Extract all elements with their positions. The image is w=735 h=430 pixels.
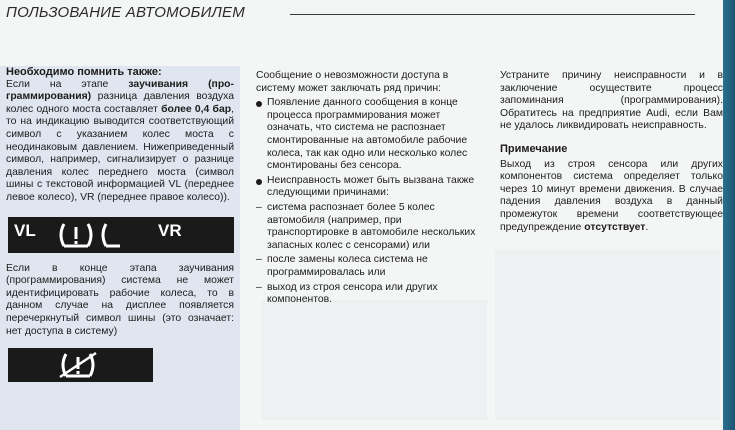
list-item xyxy=(256,97,486,173)
emphasis-text: заучивания (про-граммирования) xyxy=(6,78,234,103)
bullet-dot-icon xyxy=(256,101,262,107)
sub-list-item-text: система распознает более 5 колес автомобиля (например, при транспортировке в автомобиле нескольких запасных колес с сенсорами) или xyxy=(267,201,476,251)
note-paragraph xyxy=(500,159,723,235)
bullet-dot-icon xyxy=(256,179,262,185)
tire-no-access-indicator xyxy=(8,348,153,382)
main-column xyxy=(256,70,486,307)
page-edge-accent xyxy=(723,0,735,430)
info-box xyxy=(0,66,240,430)
page-title: ПОЛЬЗОВАНИЕ АВТОМОБИЛЕМ xyxy=(6,4,245,21)
sub-list-item xyxy=(256,254,486,279)
tire-crossed-warning-icon xyxy=(56,351,100,379)
note-heading: Примечание xyxy=(500,142,568,155)
bleed-through-area xyxy=(495,250,720,420)
sub-list-item xyxy=(256,202,486,252)
repair-paragraph: Устраните причину неисправности и в заключение осуществите процесс запоминания (программирования). Обратитесь на предприятие Audi, если Вам не удалось ликвидировать неисправность. xyxy=(500,70,723,132)
tire-side-icon xyxy=(100,221,140,249)
sub-list-item-text: выход из строя сенсора или других компонентов. xyxy=(267,281,438,306)
right-column xyxy=(500,70,723,234)
list-item-text: Появление данного сообщения в конце процесса программирования может означать, что система не распознает смонтированные на автомобиле рабочие колеса, так как одно или несколько колес смонтированы без сенсора. xyxy=(267,97,468,172)
emphasis-text: более 0,4 бар xyxy=(161,103,232,115)
text-span: . xyxy=(645,221,649,233)
page-header xyxy=(0,0,735,30)
header-divider xyxy=(290,14,695,15)
tire-pressure-indicator xyxy=(8,217,234,253)
text-span: разница давления воздуха колес одного моста составляет xyxy=(6,91,234,115)
dash-icon: – xyxy=(256,281,262,293)
indicator-right-label: VR xyxy=(158,220,182,240)
dash-icon: – xyxy=(256,201,262,213)
emphasis-text: отсутствует xyxy=(584,221,646,233)
dash-icon: – xyxy=(256,254,262,266)
text-span: Если на этапе xyxy=(6,78,129,90)
text-span: Выход из строя сенсора или других компонентов система определяет только через 10 минут времени движения. В случае падения давления воздуха в данный промежуток времени соответствующее предупреждение xyxy=(500,158,723,233)
text-span: , то на индикацию выводится соответствующий символ с указанием колес моста с неодинаковым давлением. Нижеприведенный символ, например, сигнализирует о разнице давления колес переднего моста (символ шины с текстовой информацией VL (переднее левое колесо), VR (переднее правое колесо)). xyxy=(6,103,234,203)
info-box-heading: Необходимо помнить также: xyxy=(6,66,162,78)
bleed-through-area xyxy=(262,300,487,420)
list-item-text: Неисправность может быть вызвана также следующими причинами: xyxy=(267,174,475,199)
sub-list-item xyxy=(256,282,486,307)
info-paragraph xyxy=(6,79,234,205)
info-paragraph-2: Если в конце этапа заучивания (программирования) система не может идентифицировать рабочие колеса, то в данном случае на дисплее появляется перечеркнутый символ шины (это означает: нет доступа в систему) xyxy=(6,262,234,337)
tire-warning-icon xyxy=(56,221,96,249)
list-item xyxy=(256,175,486,200)
intro-paragraph: Сообщение о невозможности доступа в систему может заключать ряд причин: xyxy=(256,70,449,94)
sub-list-item-text: после замены колеса система не программировалась или xyxy=(267,254,428,278)
indicator-left-label: VL xyxy=(14,220,36,240)
